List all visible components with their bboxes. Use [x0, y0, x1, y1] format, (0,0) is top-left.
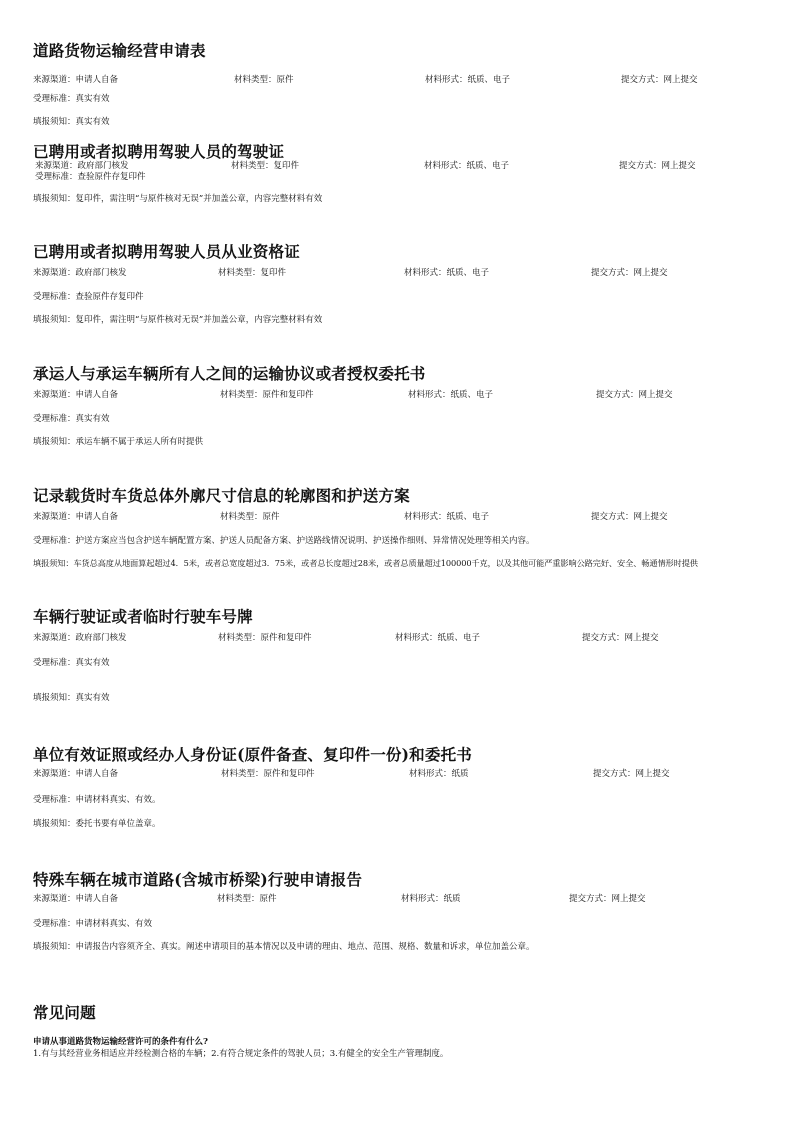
material-meta-row [0, 267, 793, 279]
material-meta-row [0, 511, 793, 523]
material-type: 材料类型：原件 [217, 894, 277, 904]
filing-notice: 填报须知：复印件，需注明“与原件核对无误”并加盖公章，内容完整材料有效 [33, 194, 323, 204]
source-channel: 来源渠道：政府部门核发 [33, 633, 127, 643]
material-title: 记录载货时车货总体外廓尺寸信息的轮廓图和护送方案 [33, 486, 410, 505]
material-form: 材料形式：纸质、电子 [424, 161, 510, 171]
submit-method: 提交方式：网上提交 [593, 769, 670, 779]
acceptance-standard: 受理标准：真实有效 [33, 94, 110, 104]
material-meta-row [0, 632, 793, 644]
filing-notice: 填报须知：申请报告内容须齐全、真实。阐述申请项目的基本情况以及申请的理由、地点、范围、规格、数量和诉求，单位加盖公章。 [33, 942, 535, 952]
faq-heading: 常见问题 [33, 1003, 96, 1022]
submit-method: 提交方式：网上提交 [619, 161, 696, 171]
material-meta-row [0, 893, 793, 905]
material-type: 材料类型：原件 [220, 512, 280, 522]
submit-method: 提交方式：网上提交 [596, 390, 673, 400]
source-channel: 来源渠道：政府部门核发 [33, 268, 127, 278]
acceptance-standard: 受理标准：查验原件存复印件 [35, 172, 146, 182]
source-channel: 来源渠道：申请人自备 [33, 894, 119, 904]
material-title: 特殊车辆在城市道路(含城市桥梁)行驶申请报告 [33, 870, 363, 889]
submit-method: 提交方式：网上提交 [621, 75, 698, 85]
material-title: 单位有效证照或经办人身份证(原件备查、复印件一份)和委托书 [33, 745, 472, 764]
source-channel: 来源渠道：政府部门核发 [35, 161, 129, 171]
filing-notice: 填报须知：承运车辆不属于承运人所有时提供 [33, 437, 204, 447]
material-form: 材料形式：纸质、电子 [408, 390, 494, 400]
material-form: 材料形式：纸质、电子 [404, 268, 490, 278]
material-type: 材料类型：原件 [234, 75, 294, 85]
material-title: 车辆行驶证或者临时行驶车号牌 [33, 607, 253, 626]
acceptance-standard: 受理标准：真实有效 [33, 658, 110, 668]
acceptance-standard: 受理标准：申请材料真实、有效 [33, 919, 153, 929]
material-meta-row [0, 74, 793, 86]
material-form: 材料形式：纸质、电子 [395, 633, 481, 643]
source-channel: 来源渠道：申请人自备 [33, 512, 119, 522]
filing-notice: 填报须知：车货总高度从地面算起超过4．5米，或者总宽度超过3．75米，或者总长度超过28米，或者总质量超过100000千克，以及其他可能严重影响公路完好、安全、畅通情形时提供 [33, 558, 698, 568]
material-form: 材料形式：纸质 [409, 769, 469, 779]
filing-notice: 填报须知：委托书要有单位盖章。 [33, 819, 161, 829]
acceptance-standard: 受理标准：申请材料真实、有效。 [33, 795, 161, 805]
material-type: 材料类型：原件和复印件 [218, 633, 312, 643]
faq-answer: 1.有与其经营业务相适应并经检测合格的车辆；2.有符合规定条件的驾驶人员；3.有健全的安全生产管理制度。 [33, 1049, 449, 1059]
acceptance-standard: 受理标准：护送方案应当包含护送车辆配置方案、护送人员配备方案、护送路线情况说明、护送操作细则、异常情况处理等相关内容。 [33, 536, 535, 546]
submit-method: 提交方式：网上提交 [591, 268, 668, 278]
faq-question: 申请从事道路货物运输经营许可的条件有什么? [33, 1037, 208, 1047]
material-type: 材料类型：原件和复印件 [220, 390, 314, 400]
submit-method: 提交方式：网上提交 [569, 894, 646, 904]
material-type: 材料类型：复印件 [231, 161, 300, 171]
material-title: 道路货物运输经营申请表 [33, 41, 206, 60]
material-form: 材料形式：纸质 [401, 894, 461, 904]
acceptance-standard: 受理标准：真实有效 [33, 414, 110, 424]
material-meta-row [0, 768, 793, 780]
filing-notice: 填报须知：复印件，需注明“与原件核对无误”并加盖公章，内容完整材料有效 [33, 315, 323, 325]
source-channel: 来源渠道：申请人自备 [33, 390, 119, 400]
submit-method: 提交方式：网上提交 [591, 512, 668, 522]
material-title: 已聘用或者拟聘用驾驶人员的驾驶证 [33, 142, 285, 161]
acceptance-standard: 受理标准：查验原件存复印件 [33, 292, 144, 302]
filing-notice: 填报须知：真实有效 [33, 117, 110, 127]
submit-method: 提交方式：网上提交 [582, 633, 659, 643]
source-channel: 来源渠道：申请人自备 [33, 75, 119, 85]
filing-notice: 填报须知：真实有效 [33, 693, 110, 703]
material-form: 材料形式：纸质、电子 [425, 75, 511, 85]
material-title: 已聘用或者拟聘用驾驶人员从业资格证 [33, 242, 300, 261]
material-form: 材料形式：纸质、电子 [404, 512, 490, 522]
material-type: 材料类型：原件和复印件 [221, 769, 315, 779]
material-type: 材料类型：复印件 [218, 268, 287, 278]
source-channel: 来源渠道：申请人自备 [33, 769, 119, 779]
material-title: 承运人与承运车辆所有人之间的运输协议或者授权委托书 [33, 364, 426, 383]
material-meta-row [0, 389, 793, 401]
